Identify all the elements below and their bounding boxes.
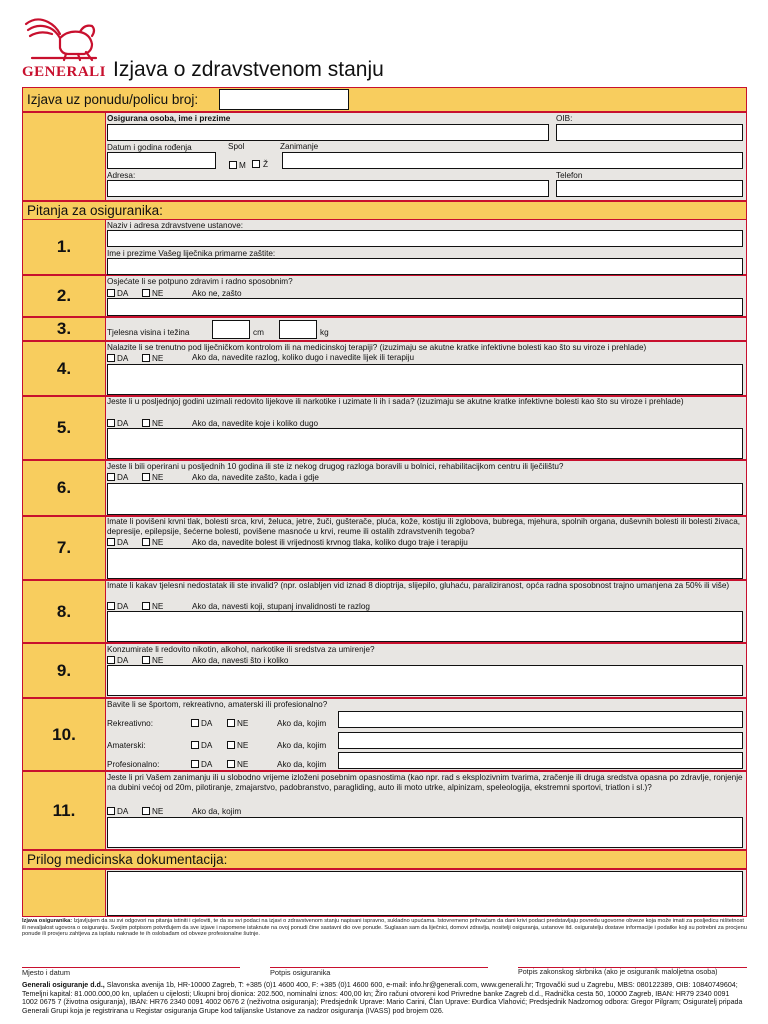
question-9 [22, 643, 747, 698]
sex-label: Spol [228, 142, 245, 151]
followup-label: Ako da, navedite zašto, kada i gdje [192, 473, 319, 482]
followup-label: Ako da, navesti koji, stupanj invalidnosti te razlog [192, 602, 370, 611]
yes-label: DA [201, 760, 213, 769]
question-text: Jeste li pri Vašem zanimanju ili u slobodno vrijeme izloženi posebnim opasnostima (kao npr. rad s eksplozivnim tvarima, zračenje ili druga sredstva opasna po zdravlje, ronjenje na dubini većoj od 20m, pilotiranje, zmajarstvo, padobranstvo, paragliding, auto ili moto utrke, alpinizam, speleologija, ekstremni sportovi, triatlon i sl.)? [107, 773, 743, 792]
no-checkbox[interactable] [142, 473, 150, 481]
yes-label: DA [201, 719, 213, 728]
question-6 [22, 460, 747, 516]
followup-label: Ako da, kojim [192, 807, 242, 816]
no-label: NE [152, 289, 164, 298]
followup-label: Ako da, navedite koje i koliko dugo [192, 419, 319, 428]
followup-label: Ako da, kojim [277, 741, 327, 750]
professional-no-checkbox[interactable] [227, 760, 235, 768]
yes-label: DA [117, 656, 129, 665]
no-label: NE [237, 741, 249, 750]
answer-input[interactable] [107, 665, 743, 696]
phone-label: Telefon [556, 171, 583, 180]
insured-signature-label: Potpis osiguranika [270, 968, 331, 977]
no-label: NE [152, 807, 164, 816]
question-1 [22, 219, 747, 275]
followup-label: Ako da, kojim [277, 719, 327, 728]
amateur-label: Amaterski: [107, 741, 146, 750]
amateur-sport-input[interactable] [338, 732, 743, 749]
question-text: Ime i prezime Vašeg liječnika primarne zaštite: [107, 249, 276, 258]
question-number: 4. [23, 342, 106, 395]
occupation-input[interactable] [282, 152, 743, 169]
professional-sport-input[interactable] [338, 752, 743, 769]
attachments-title: Prilog medicinska dokumentacija: [22, 850, 747, 869]
yes-checkbox[interactable] [107, 807, 115, 815]
no-checkbox[interactable] [142, 807, 150, 815]
question-number: 5. [23, 397, 106, 459]
question-number: 3. [23, 318, 106, 340]
question-text: Imate li povišeni krvni tlak, bolesti srca, krvi, želuca, jetre, žuči, gušterače, pluća, kože, kostiju ili zglobova, bubrega, mjehura, spolnih organa, duševnih bolesti ili bolesti živaca, depresije, epilepsije, šećerne bolesti, povišene masnoće u krvi, reume ili ostalih zdravstvenih tegoba? [107, 517, 741, 536]
no-label: NE [152, 419, 164, 428]
question-text: Konzumirate li redovito nikotin, alkohol, narkotike ili sredstva za umirenje? [107, 645, 375, 654]
dob-input[interactable] [107, 152, 216, 169]
sex-f-checkbox[interactable] [252, 160, 260, 168]
health-institution-input[interactable] [107, 230, 743, 247]
cm-label: cm [253, 328, 264, 337]
question-number: 1. [23, 220, 106, 274]
question-text: Imate li kakav tjelesni nedostatak ili ste invalid? (npr. oslabljen vid iznad 8 dioptrija, slijepilo, gluhaću, paraliziranost, opća radna sposobnost trajno umanjena za 50% ili više) [107, 581, 730, 590]
yes-checkbox[interactable] [107, 473, 115, 481]
policy-label: Izjava uz ponudu/policu broj: [27, 92, 199, 107]
address-label: Adresa: [107, 171, 136, 180]
followup-label: Ako da, navesti što i koliko [192, 656, 289, 665]
recreational-yes-checkbox[interactable] [191, 719, 199, 727]
insured-fields [106, 113, 746, 200]
no-label: NE [152, 538, 164, 547]
sex-m-label: M [239, 161, 246, 170]
amateur-no-checkbox[interactable] [227, 741, 235, 749]
question-number: 8. [23, 581, 106, 642]
no-checkbox[interactable] [142, 289, 150, 297]
no-label: NE [237, 719, 249, 728]
no-label: NE [152, 602, 164, 611]
question-number: 10. [23, 699, 106, 770]
yes-label: DA [117, 289, 129, 298]
weight-input[interactable] [279, 320, 317, 339]
form-code [0, 866, 1, 896]
question-number: 7. [23, 517, 106, 579]
question-10 [22, 698, 747, 771]
no-checkbox[interactable] [142, 354, 150, 362]
professional-yes-checkbox[interactable] [191, 760, 199, 768]
insured-statement [22, 918, 747, 938]
statement-heading: Izjava osiguranika: [22, 918, 73, 924]
insured-name-input[interactable] [107, 124, 549, 141]
occupation-label: Zanimanje [280, 142, 319, 151]
medical-documentation-input[interactable] [107, 871, 743, 916]
address-input[interactable] [107, 180, 549, 197]
company-info [22, 981, 747, 1015]
dob-label: Datum i godina rođenja [107, 143, 192, 152]
question-8 [22, 580, 747, 643]
no-checkbox[interactable] [142, 538, 150, 546]
amateur-yes-checkbox[interactable] [191, 741, 199, 749]
oib-input[interactable] [556, 124, 743, 141]
answer-input[interactable] [107, 817, 743, 848]
phone-input[interactable] [556, 180, 743, 197]
no-label: NE [237, 760, 249, 769]
answer-input[interactable] [107, 428, 743, 459]
kg-label: kg [320, 328, 329, 337]
doctor-name-input[interactable] [107, 258, 743, 275]
sex-m-checkbox[interactable] [229, 161, 237, 169]
followup-label: Ako ne, zašto [192, 289, 242, 298]
yes-checkbox[interactable] [107, 538, 115, 546]
question-text: Jeste li bili operirani u posljednih 10 godina ili ste iz nekog drugog razloga boravili u bolnici, rehabilitacijkom centru ili lječilištu? [107, 462, 564, 471]
no-checkbox[interactable] [142, 656, 150, 664]
recreational-label: Rekreativno: [107, 719, 153, 728]
guardian-signature-label: Potpis zakonskog skrbnika (ako je osiguranik maloljetna osoba) [518, 968, 718, 976]
question-text: Osjećate li se potpuno zdravim i radno sposobnim? [107, 277, 293, 286]
no-label: NE [152, 656, 164, 665]
question-number: 11. [23, 772, 106, 849]
question-3 [22, 317, 747, 341]
recreational-sport-input[interactable] [338, 711, 743, 728]
yes-checkbox[interactable] [107, 602, 115, 610]
page-title: Izjava o zdravstvenom stanju [113, 58, 384, 81]
yes-label: DA [117, 807, 129, 816]
yes-label: DA [201, 741, 213, 750]
answer-input[interactable] [107, 611, 743, 642]
no-checkbox[interactable] [142, 602, 150, 610]
attachments-section [22, 869, 747, 917]
company-details: Slavonska avenija 1b, HR-10000 Zagreb, T: +385 (0)1 4600 400, F: +385 (0)1 4600 600, e-mail: info.hr@generali.com, www.generali.hr; Trgovački sud u Zagrebu, MBS: 080122389, OIB: 10840749604; Temeljni kapital: 81.000.000,00 kn, uplaćen u cijelosti; Ukupni broj dionica: 202.500, nominalni iznos: 400,00 kn; Žiro računi otvoreni kod Privredne banke Zagreb d.d., Radnička cesta 50, 10000 Zagreb, IBAN: HR79 2340 0091 1002 0675 7 (životna osiguranja), IBAN: HR76 2340 0091 4002 0676 2 (neživotna osiguranja); Predsjednik Uprave: Mario Carini, Član Uprave: Đurđica Vlahović; Predsjednik Nadzornog odbora: Gregor Pilgram; Osiguratelj pripada Generali Grupi koja je registrirana u Registar osiguranja Grupe kod talijanske Ustanove za nadzor osiguranja (IVASS) pod brojem 026. [22, 981, 743, 1015]
answer-input[interactable] [107, 364, 743, 395]
question-text: Bavite li se športom, rekreativno, amaterski ili profesionalno? [107, 700, 328, 709]
question-text: Naziv i adresa zdravstvene ustanove: [107, 221, 244, 230]
yes-label: DA [117, 419, 129, 428]
no-label: NE [152, 473, 164, 482]
yes-label: DA [117, 538, 129, 547]
question-11 [22, 771, 747, 850]
question-2 [22, 275, 747, 317]
yes-checkbox[interactable] [107, 656, 115, 664]
no-checkbox[interactable] [142, 419, 150, 427]
company-name: Generali osiguranje d.d., [22, 981, 105, 989]
question-5 [22, 396, 747, 460]
answer-input[interactable] [107, 483, 743, 515]
generali-lion-logo-icon [22, 14, 102, 62]
yes-checkbox[interactable] [107, 354, 115, 362]
attachments-side-cell [23, 870, 106, 916]
policy-number-input[interactable] [219, 89, 349, 110]
professional-label: Profesionalno: [107, 760, 160, 769]
sex-f-label: Ž [263, 160, 269, 169]
yes-checkbox[interactable] [107, 419, 115, 427]
question-text: Nalazite li se trenutno pod liječničkom kontrolom ili na medicinskoj terapiji? (izuzimaju se akutne kratke infektivne bolesti kao što su viroze i prehlade) [107, 343, 647, 352]
oib-label: OIB: [556, 114, 573, 123]
insured-name-label: Osigurana osoba, ime i prezime [107, 114, 231, 123]
recreational-no-checkbox[interactable] [227, 719, 235, 727]
answer-input[interactable] [107, 548, 743, 579]
place-date-label: Mjesto i datum [22, 968, 71, 977]
followup-label: Ako da, navedite razlog, koliko dugo i navedite lijek ili terapiju [192, 353, 415, 362]
yes-label: DA [117, 473, 129, 482]
questions-title: Pitanja za osiguranika: [22, 201, 747, 220]
question-4 [22, 341, 747, 396]
yes-label: DA [117, 602, 129, 611]
yes-checkbox[interactable] [107, 289, 115, 297]
followup-label: Ako da, kojim [277, 760, 327, 769]
policy-bar [22, 87, 747, 112]
insured-person-section [22, 112, 747, 201]
no-label: NE [152, 354, 164, 363]
generali-wordmark: GENERALI [22, 64, 107, 80]
question-text: Jeste li u posljednjoj godini uzimali redovito lijekove ili narkotike i uzimate li ih i sada? (izuzimaju se akutne kratke infektivne bolesti kao što su viroze i prehlade) [107, 397, 684, 406]
yes-label: DA [117, 354, 129, 363]
followup-label: Ako da, navedite bolest ili vrijednosti krvnog tlaka, koliko dugo traje i terapiju [192, 538, 468, 547]
statement-text: Izjavljujem da su svi odgovori na pitanja istiniti i cjeloviti, te da su svi podaci na izjavi o zdravstvenom stanju napisani ispravno, sukladno upućama. Istovremeno prihvaćam da dani krivi podaci predstavljaju povredu ugovorne obveze koja može imati za posljedicu ništetnost ili nevaljalost ugovora o osiguranju. Svojim potpisom potvrđujem da sve izjave i napomene istaknute na ovoj ponudi čine sastavni dio ove ponude. Suglasan sam da liječnici, domovi zdravlja, nositelji osiguranja, ustanove itd. osiguratelju dostave informacije i podatke koji su potrebni za procjenu ponude ili provjeru zahtjeva za isplatu naknade te ih oslobađam od obveze profesionalne šutnje. [22, 918, 747, 938]
height-input[interactable] [212, 320, 250, 339]
answer-input[interactable] [107, 298, 743, 316]
question-7 [22, 516, 747, 580]
question-text: Tjelesna visina i težina [107, 328, 190, 337]
question-number: 2. [23, 276, 106, 316]
question-number: 9. [23, 644, 106, 697]
insured-side-cell [23, 113, 106, 200]
question-number: 6. [23, 461, 106, 515]
